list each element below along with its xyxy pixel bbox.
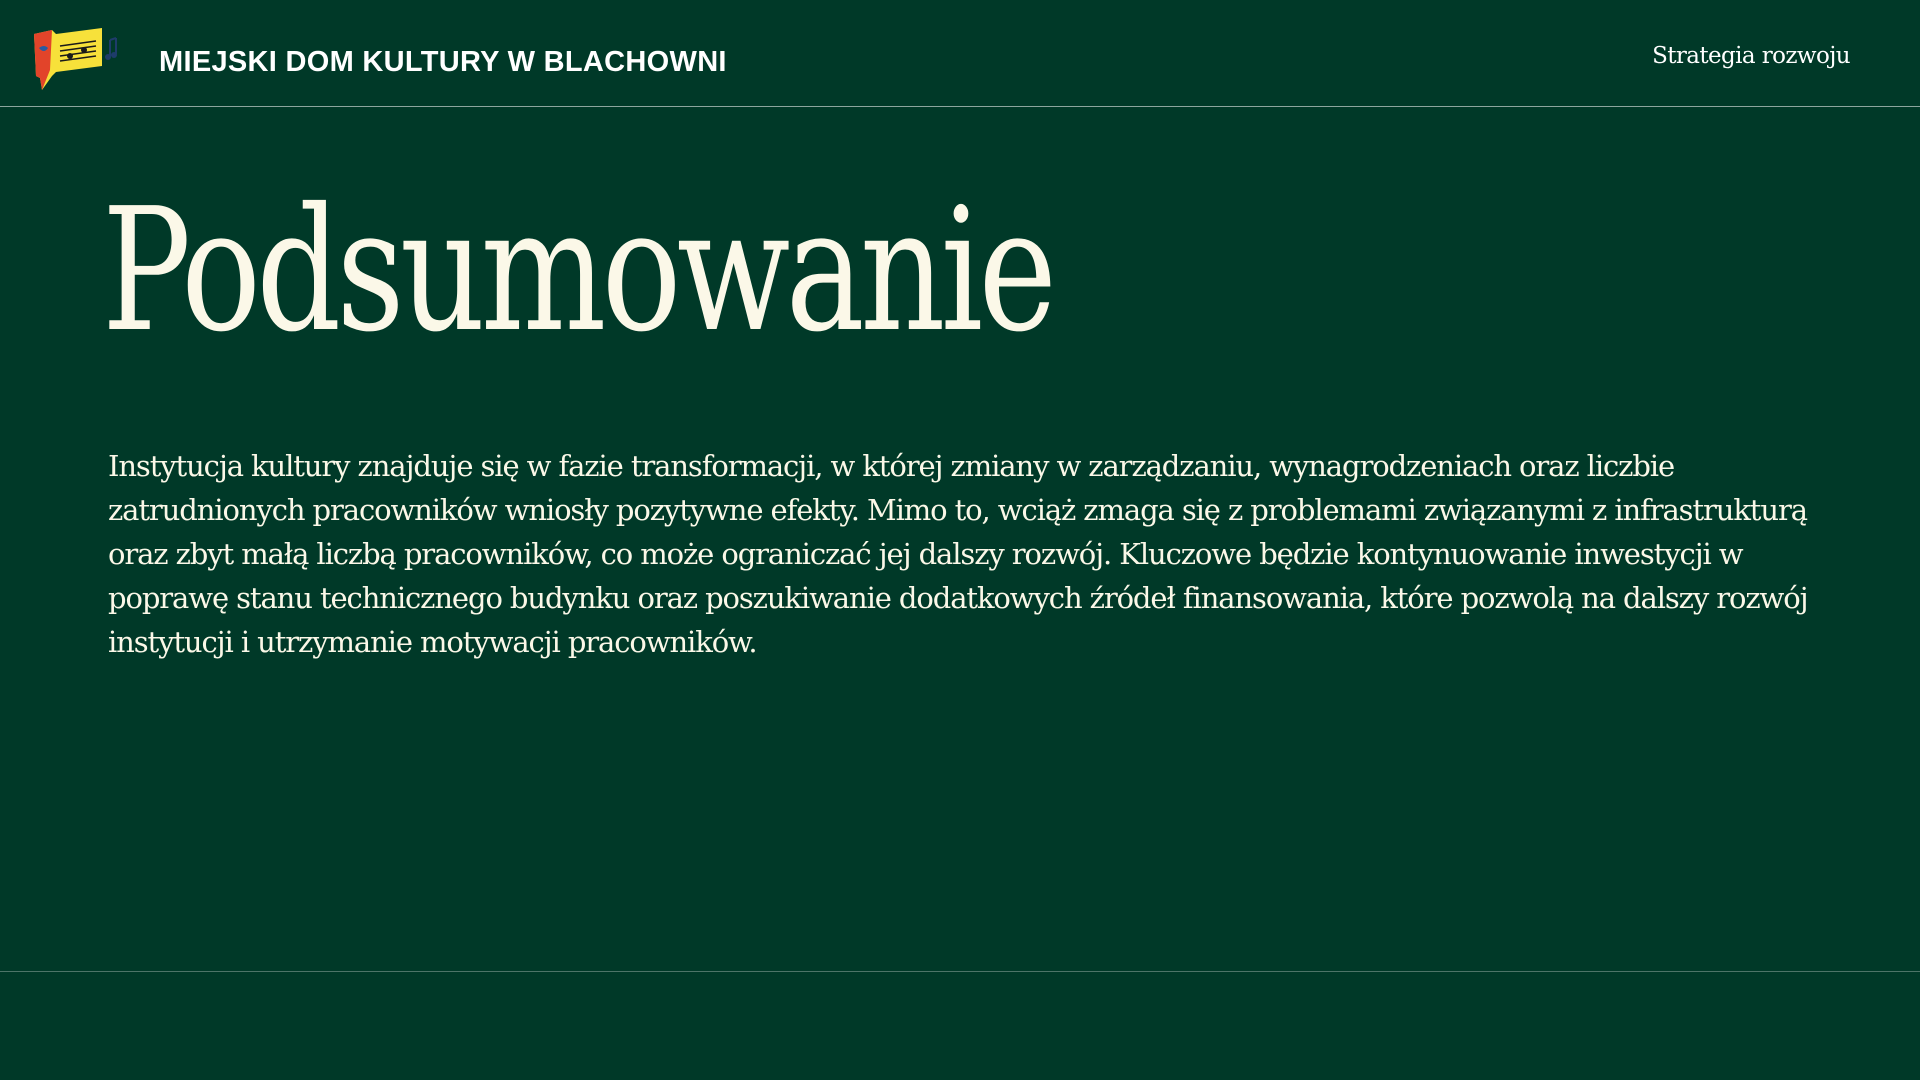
footer-divider (0, 971, 1920, 972)
logo-icon[interactable] (30, 26, 126, 92)
summary-paragraph: Instytucja kultury znajduje się w fazie transformacji, w której zmiany w zarządzaniu, wynagrodzeniach oraz liczbie zatrudnionych pracowników wniosły pozytywne efekty. Mimo to, wciąż zmaga się z problemami związanymi z infrastrukturą oraz zbyt małą liczbą pracowników, co może ograniczać jej dalszy rozwój. Kluczowe będzie kontynuowanie inwestycji w poprawę stanu technicznego budynku oraz poszukiwanie dodatkowych źródeł finansowania, które pozwolą na dalszy rozwój instytucji i utrzymanie motywacji pracowników. (108, 449, 1808, 659)
site-header (0, 0, 1920, 107)
page-title: Podsumowanie (102, 172, 1053, 370)
nav-link-strategy[interactable]: Strategia rozwoju (1652, 43, 1850, 69)
organization-name: MIEJSKI DOM KULTURY W BLACHOWNI (159, 46, 727, 78)
